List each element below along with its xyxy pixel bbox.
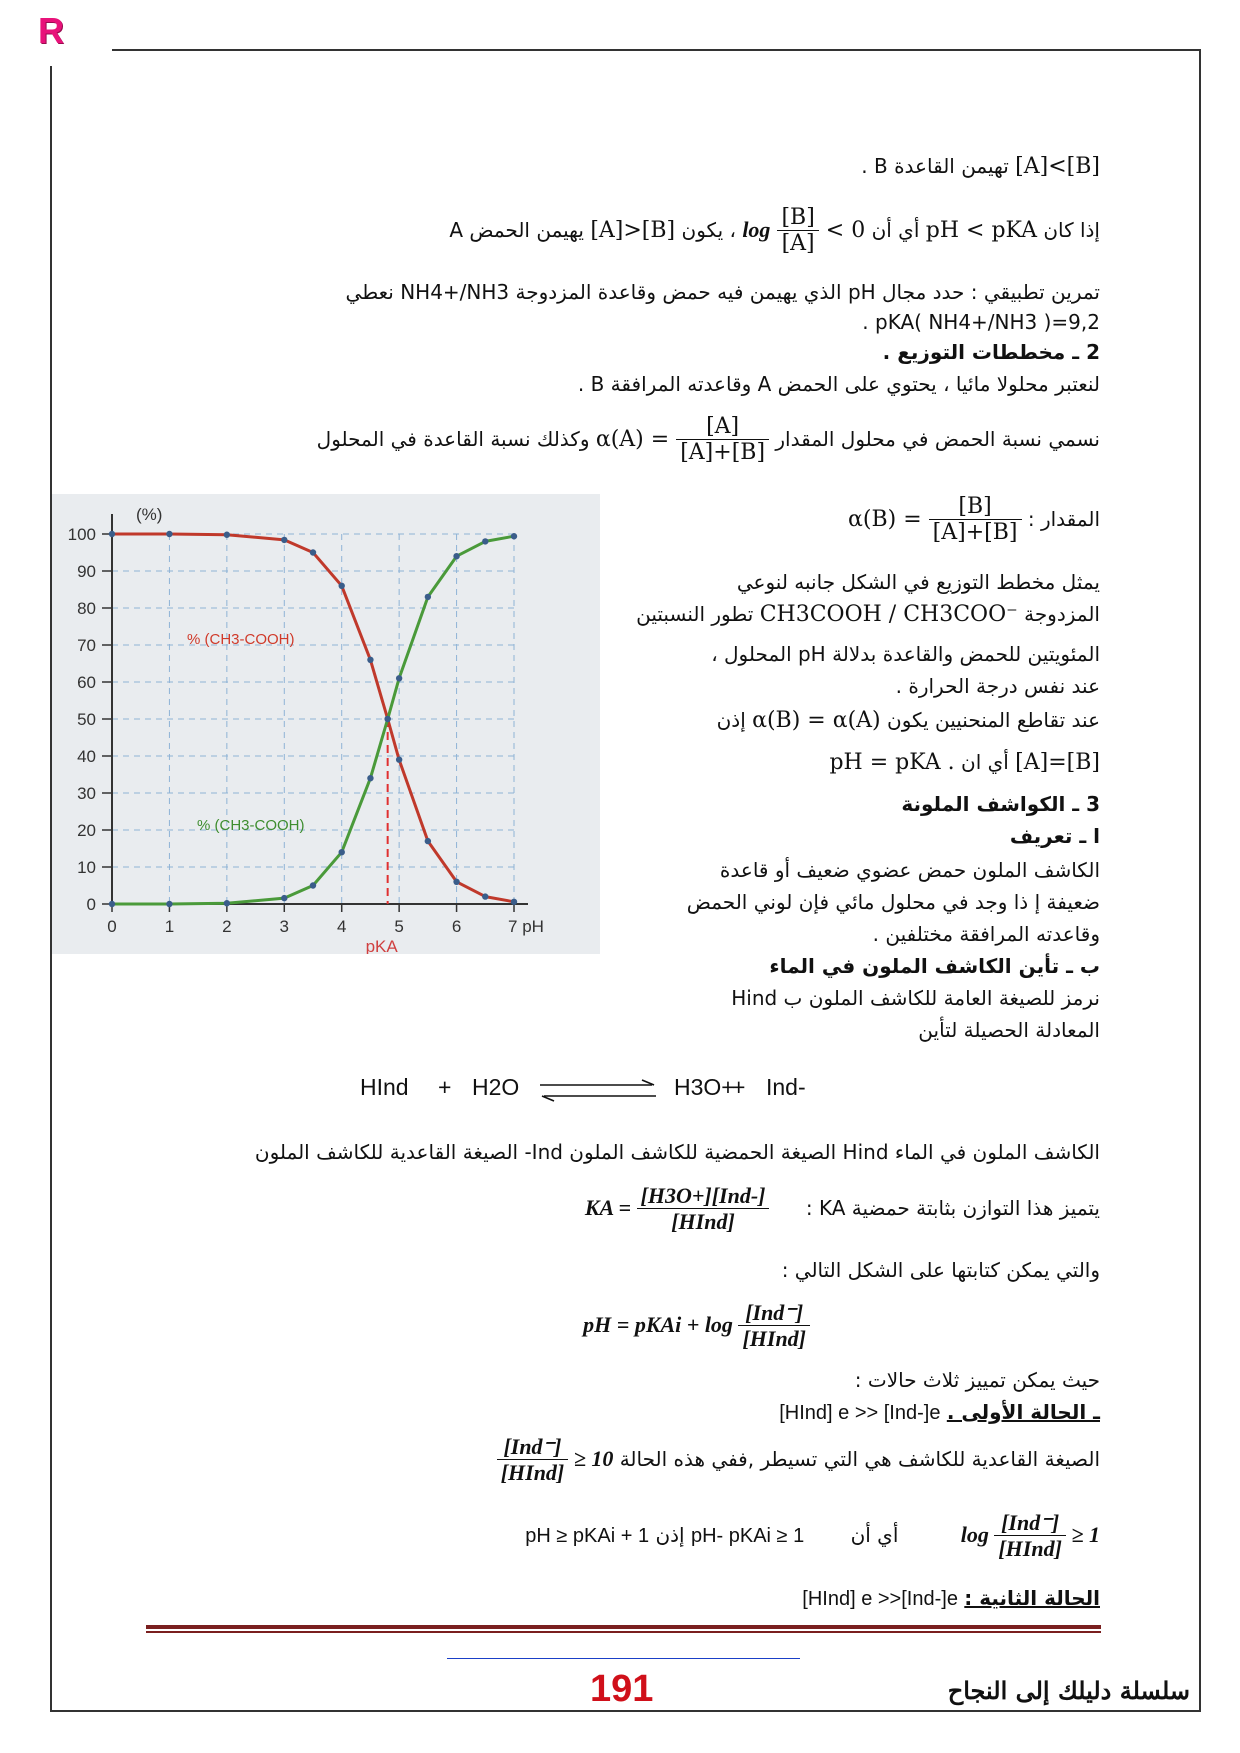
denominator: [A]+[B]: [932, 519, 1018, 545]
y-tick-label: 60: [77, 673, 96, 692]
eq-plus: +: [438, 1074, 452, 1100]
text: إذا كان: [1043, 218, 1100, 242]
case-1-r1: pH- pKAi ≥ 1: [690, 1525, 805, 1547]
alpha-a-formula: [596, 405, 769, 475]
ionization-line-1: نرمز للصيغة العامة للكاشف الملون ب Hind: [731, 986, 1100, 1010]
math-alpha-equal: α(B) = α(A): [752, 708, 881, 733]
data-point: [339, 849, 345, 855]
pka-label: pKA: [365, 937, 398, 954]
alpha-b-formula: [848, 485, 1021, 555]
data-point: [367, 775, 373, 781]
fraction: [497, 1435, 569, 1486]
x-tick-label: 0: [107, 917, 117, 936]
numerator: [Ind⁻]: [738, 1301, 810, 1326]
data-point: [396, 675, 402, 681]
definition-line-3: وقاعدته المرافقة مختلفين .: [872, 922, 1100, 946]
denominator: [HInd]: [500, 1460, 565, 1486]
data-point: [109, 901, 115, 907]
series-title: سلسلة دليلك إلى النجاح: [947, 1676, 1190, 1705]
brand-logo: R: [38, 10, 64, 51]
y-axis-label: (%): [136, 505, 163, 524]
eq-h3o: H3O+: [674, 1074, 735, 1100]
x-tick-label: 4: [336, 917, 347, 936]
case-1-header: [779, 1398, 1100, 1427]
x-tick-label: 6: [451, 917, 462, 936]
ka-line: [585, 1172, 1100, 1244]
data-point: [224, 900, 230, 906]
fraction: [929, 495, 1022, 546]
math-a-gt-b: [A]>[B]: [590, 218, 676, 243]
y-tick-label: 70: [77, 636, 96, 655]
alpha-a-line: [317, 404, 1100, 474]
data-point: [425, 594, 431, 600]
denominator: [HInd]: [742, 1326, 806, 1352]
section-3-title: 3 ـ الكواشف الملونة: [901, 792, 1100, 816]
text: أي أن: [871, 218, 920, 242]
text: إذن: [655, 1523, 685, 1547]
text: أي أن: [850, 1523, 899, 1547]
couple-formula: CH3COOH / CH3COO⁻: [759, 602, 1018, 627]
y-tick-label: 100: [67, 525, 96, 544]
footer-rule: [146, 1631, 1101, 1633]
alpha-b-lhs: α(B) =: [848, 507, 922, 532]
data-point: [425, 838, 431, 844]
numerator: [B]: [777, 206, 818, 231]
page-number: 191: [590, 1668, 654, 1710]
definition-line-1: الكاشف الملون حمض عضوي ضعيف أو قاعدة: [719, 858, 1100, 882]
equilibrium-arrows-icon: [534, 1072, 664, 1108]
y-tick-label: 80: [77, 599, 96, 618]
fraction: [637, 1184, 770, 1235]
section-2-intro: لنعتبر محلولا مائيا ، يحتوي على الحمض A وقاعدته المرافقة B .: [577, 372, 1100, 396]
fraction: [994, 1511, 1066, 1562]
diagram-desc-3: المئويتين للحمض والقاعدة بدلالة pH المحلول ،: [711, 642, 1100, 666]
numerator: [A]: [676, 415, 769, 440]
y-tick-label: 40: [77, 747, 96, 766]
case-2-condition: [HInd] e >>[Ind-]e: [802, 1588, 958, 1610]
case-1-result: [525, 1500, 1100, 1570]
math-a-equal-b: [A]=[B]: [1015, 750, 1100, 775]
data-point: [367, 657, 373, 663]
data-point: [453, 553, 459, 559]
section-2-title: 2 ـ مخططات التوزيع .: [882, 340, 1100, 364]
eq-ind: Ind-: [766, 1074, 806, 1100]
data-point: [166, 901, 172, 907]
numerator: [Ind⁻]: [497, 1435, 569, 1460]
series-line: [112, 536, 514, 904]
fraction: [738, 1301, 810, 1352]
eq-hind: HInd: [360, 1074, 409, 1100]
data-point: [339, 583, 345, 589]
case-1-r2: pH ≥ pKAi + 1: [525, 1525, 650, 1547]
numerator: [B]: [929, 495, 1022, 520]
series-label-base: % (CH3-COOH): [197, 817, 305, 834]
x-tick-label: 3: [279, 917, 290, 936]
page-frame-top: [112, 49, 1200, 51]
ka-lhs: KA =: [584, 1195, 632, 1220]
series-label-acid: % (CH3-COOH): [187, 631, 295, 648]
line-base-dominates: [861, 152, 1100, 181]
data-point: [310, 549, 316, 555]
text: تهيمن القاعدة B .: [861, 154, 1009, 178]
y-tick-label: 30: [77, 784, 96, 803]
section-3a-title: ا ـ تعريف: [1009, 824, 1100, 848]
text: إذن: [716, 708, 746, 732]
data-point: [281, 537, 287, 543]
distribution-chart-svg: [52, 494, 600, 954]
text: المزدوجة: [1024, 602, 1100, 626]
x-tick-label: 1: [164, 917, 175, 936]
case-1-log: [961, 1500, 1100, 1570]
x-tick-label: 7 pH: [508, 917, 544, 936]
y-tick-label: 10: [77, 858, 96, 877]
diagram-desc-2: [636, 600, 1100, 629]
diagram-desc-1: يمثل مخطط التوزيع في الشكل جانبه لنوعي: [736, 570, 1100, 594]
y-tick-label: 90: [77, 562, 96, 581]
log-ratio: [742, 196, 865, 265]
text: تطور النسبتين: [636, 602, 754, 626]
case-1-ratio: [497, 1424, 614, 1494]
exercise-line-2: pKA( NH4+/NH3 )=9,2 .: [862, 310, 1100, 334]
math-ph-lt-pka: pH < pKA: [925, 218, 1037, 243]
data-point: [511, 899, 517, 905]
case-1-text: [497, 1424, 1100, 1494]
data-point: [310, 882, 316, 888]
denominator: [A]: [781, 230, 815, 256]
case-2-header: [802, 1584, 1100, 1613]
footer-blue-rule: [447, 1658, 800, 1659]
ph-lhs: pH = pKAi + log: [583, 1312, 733, 1337]
denominator: [A]+[B]: [680, 439, 766, 465]
ka-formula: [585, 1172, 770, 1244]
math-a-less-b: [A]<[B]: [1015, 154, 1100, 179]
data-point: [281, 895, 287, 901]
case-1-title: ـ الحالة الأولى .: [946, 1400, 1100, 1424]
fraction: [777, 206, 818, 257]
ph-formula: [583, 1290, 810, 1360]
log-label: log: [960, 1522, 989, 1547]
diagram-desc-4: عند نفس درجة الحرارة .: [895, 674, 1100, 698]
text: ، يكون: [681, 218, 736, 242]
y-tick-label: 0: [86, 895, 96, 914]
text: يهيمن الحمض A: [449, 218, 584, 242]
lt-zero: < 0: [825, 218, 866, 243]
data-point: [384, 716, 390, 722]
ph-formula-line: [583, 1290, 810, 1360]
written-as: والتي يمكن كتابتها على الشكل التالي :: [781, 1258, 1100, 1282]
diagram-desc-5: [717, 706, 1100, 735]
eq-h2o: H2O: [472, 1074, 520, 1100]
text: وكذلك نسبة القاعدة في المحلول: [316, 427, 590, 451]
numerator: [Ind⁻]: [994, 1511, 1066, 1536]
ionization-line-2: المعادلة الحصيلة لتأين: [918, 1018, 1100, 1042]
ge-ten: ≥ 10: [573, 1446, 614, 1471]
y-tick-label: 20: [77, 821, 96, 840]
series-line: [112, 534, 514, 902]
alpha-a-lhs: α(A) =: [595, 427, 670, 452]
data-point: [511, 533, 517, 539]
x-tick-label: 2: [222, 917, 232, 936]
three-cases: حيث يمكن تمييز ثلاث حالات :: [854, 1368, 1100, 1392]
y-tick-label: 50: [77, 710, 96, 729]
x-tick-label: 5: [394, 917, 404, 936]
case-1-condition: [HInd] e >> [Ind-]e: [779, 1402, 941, 1424]
log-label: log: [742, 217, 771, 242]
case-2-title: الحالة الثانية :: [964, 1586, 1100, 1610]
page-frame-right: [1199, 49, 1201, 1710]
distribution-chart: [52, 494, 600, 954]
data-point: [453, 879, 459, 885]
text: الصيغة القاعدية للكاشف هي التي تسيطر ,ففي هذه الحالة: [619, 1447, 1100, 1471]
data-point: [396, 757, 402, 763]
denominator: [HInd]: [998, 1536, 1062, 1562]
indicator-forms: الكاشف الملون في الماء Hind الصيغة الحمضية للكاشف الملون Ind- الصيغة القاعدية للكاشف الملون: [254, 1140, 1100, 1164]
definition-line-2: ضعيفة إ ذا وجد في محلول مائي فإن لوني الحمض: [686, 890, 1100, 914]
alpha-b-line: [848, 484, 1100, 554]
data-point: [109, 531, 115, 537]
text: أي ان: [961, 750, 1009, 774]
line-acid-dominates: [449, 196, 1100, 264]
eq-plus: +: [732, 1074, 746, 1100]
section-3b-title: ب ـ تأين الكاشف الملون في الماء: [769, 954, 1100, 978]
diagram-desc-6: [829, 748, 1100, 777]
exercise-line-1: تمرين تطبيقي : حدد مجال pH الذي يهيمن فيه حمض وقاعدة المزدوجة NH4+/NH3 نعطي: [345, 280, 1100, 304]
text: المقدار :: [1027, 507, 1100, 531]
math-ph-equal-pka: pH = pKA .: [829, 750, 955, 775]
text: عند تقاطع المنحنيين يكون: [887, 708, 1100, 732]
data-point: [482, 893, 488, 899]
fraction: [676, 415, 769, 466]
data-point: [482, 538, 488, 544]
data-point: [166, 531, 172, 537]
text: نسمي نسبة الحمض في محلول المقدار: [775, 427, 1100, 451]
denominator: [HInd]: [671, 1209, 735, 1235]
ge-one: ≥ 1: [1071, 1522, 1100, 1547]
data-point: [224, 532, 230, 538]
numerator: [H3O+][Ind-]: [637, 1184, 770, 1209]
text: يتميز هذا التوازن بثابتة حمضية KA :: [805, 1196, 1100, 1220]
footer-rule: [146, 1625, 1101, 1629]
